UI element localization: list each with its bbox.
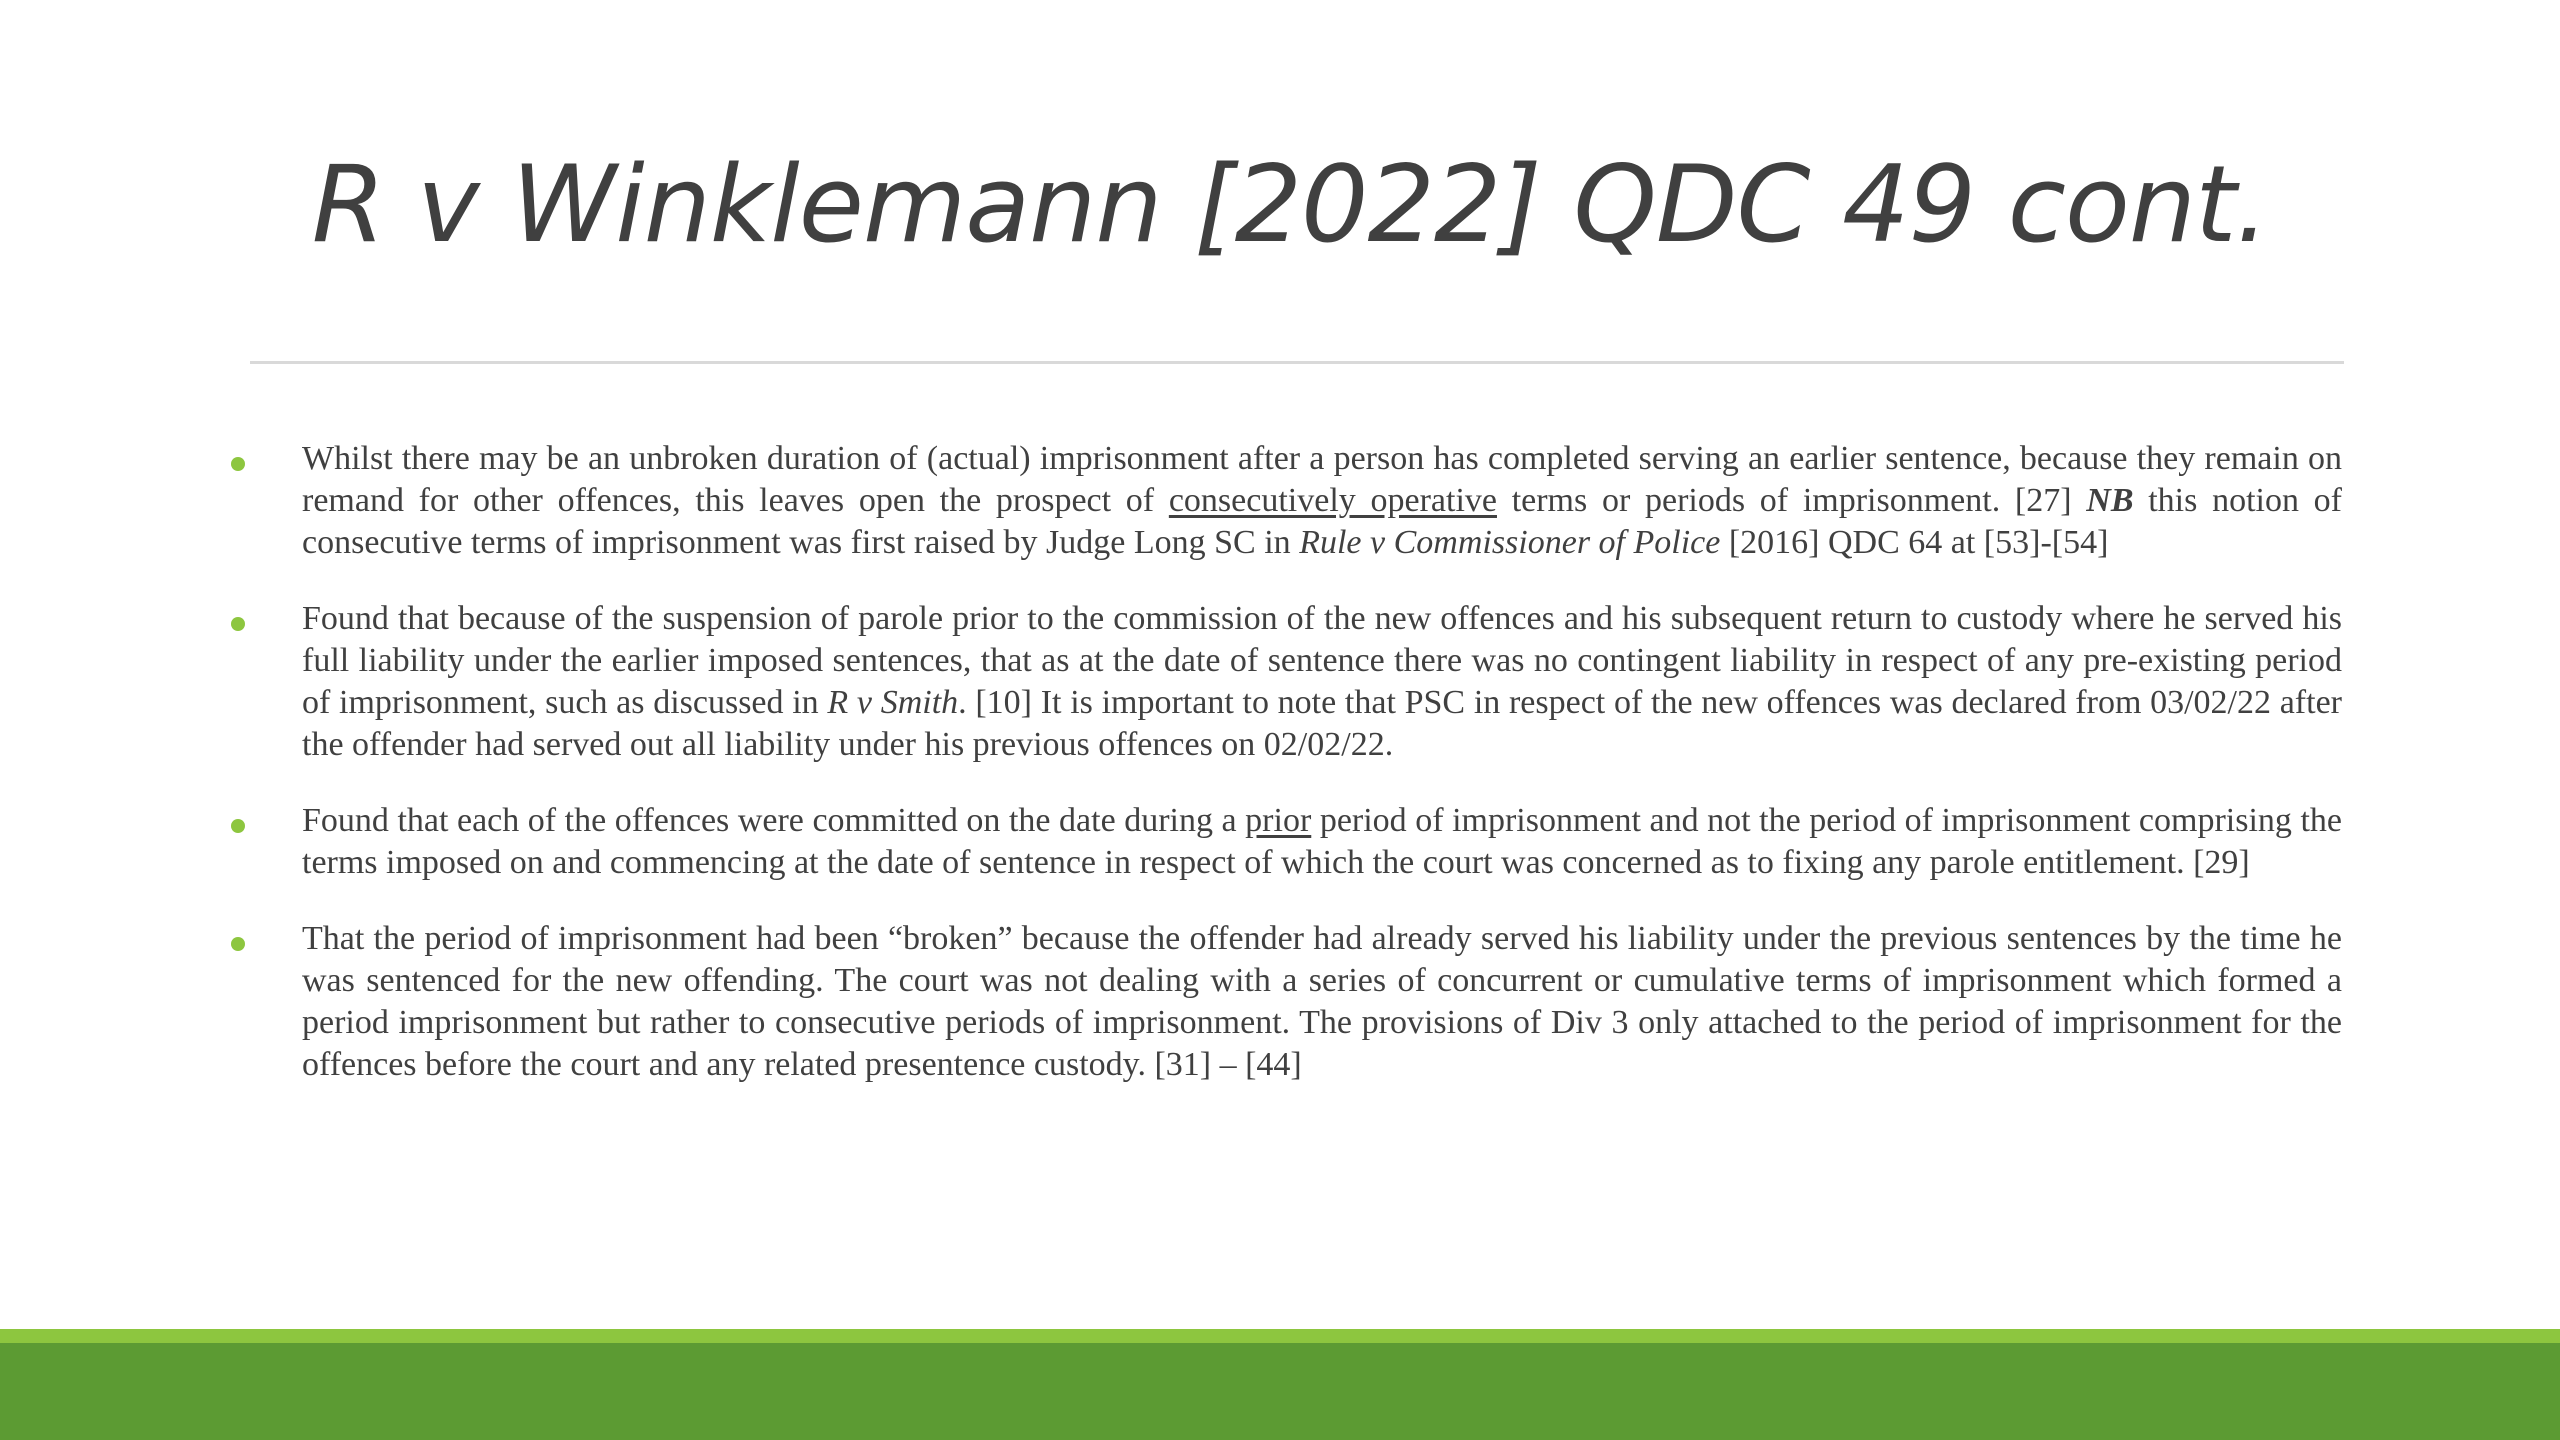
case-name: R v Smith xyxy=(827,684,959,721)
bullet-item xyxy=(0,800,2342,884)
bullet-list xyxy=(0,438,2560,1120)
nb-emphasis: NB xyxy=(2086,482,2134,519)
bullet-text: Found that because of the suspension of parole prior to the commission of the new offences and his subsequent return to custody where he served his full liability under the earlier imposed sentences, that as at the date of sentence there was no contingent liability in respect of any pre-existing period of imprisonment, such as discussed in R v Smith. [10] It is important to note that PSC in respect of the new offences was declared from 03/02/22 after the offender had served out all liability under his previous offences on 02/02/22. xyxy=(302,600,2342,763)
underlined-phrase: consecutively operative xyxy=(1168,482,1497,519)
bullet-item xyxy=(0,598,2342,766)
bullet-text: That the period of imprisonment had been “broken” because the offender had already served his liability under the previous sentences by the time he was sentenced for the new offending. The court was not dealing with a series of concurrent or cumulative terms of imprisonment which formed a period imprisonment but rather to consecutive periods of imprisonment. The provisions of Div 3 only attached to the period of imprisonment for the offences before the court and any related presentence custody. [31] – [44] xyxy=(302,920,2342,1083)
bullet-dot-icon xyxy=(231,819,245,833)
underlined-phrase: prior xyxy=(1245,802,1312,839)
bullet-text: Whilst there may be an unbroken duration of (actual) imprisonment after a person has completed serving an earlier sentence, because they remain on remand for other offences, this leaves open the prospect of consecutively operative terms or periods of imprisonment. [27] NB this notion of consecutive terms of imprisonment was first raised by Judge Long SC in Rule v Commissioner of Police [2016] QDC 64 at [53]-[54] xyxy=(302,440,2342,561)
bullet-text: Found that each of the offences were committed on the date during a prior period of imprisonment and not the period of imprisonment comprising the terms imposed on and commencing at the date of sentence in respect of which the court was concerned as to fixing any parole entitlement. [29] xyxy=(302,802,2342,881)
slide-title: R v Winklemann [2022] QDC 49 cont. xyxy=(311,143,2269,266)
bullet-dot-icon xyxy=(231,457,245,471)
case-name: Rule v Commissioner of Police xyxy=(1299,524,1721,561)
footer-bar xyxy=(0,1343,2560,1440)
bullet-dot-icon xyxy=(231,617,245,631)
title-divider xyxy=(250,361,2344,364)
footer-accent-line xyxy=(0,1329,2560,1343)
bullet-item xyxy=(0,438,2342,564)
bullet-item xyxy=(0,918,2342,1086)
bullet-dot-icon xyxy=(231,937,245,951)
